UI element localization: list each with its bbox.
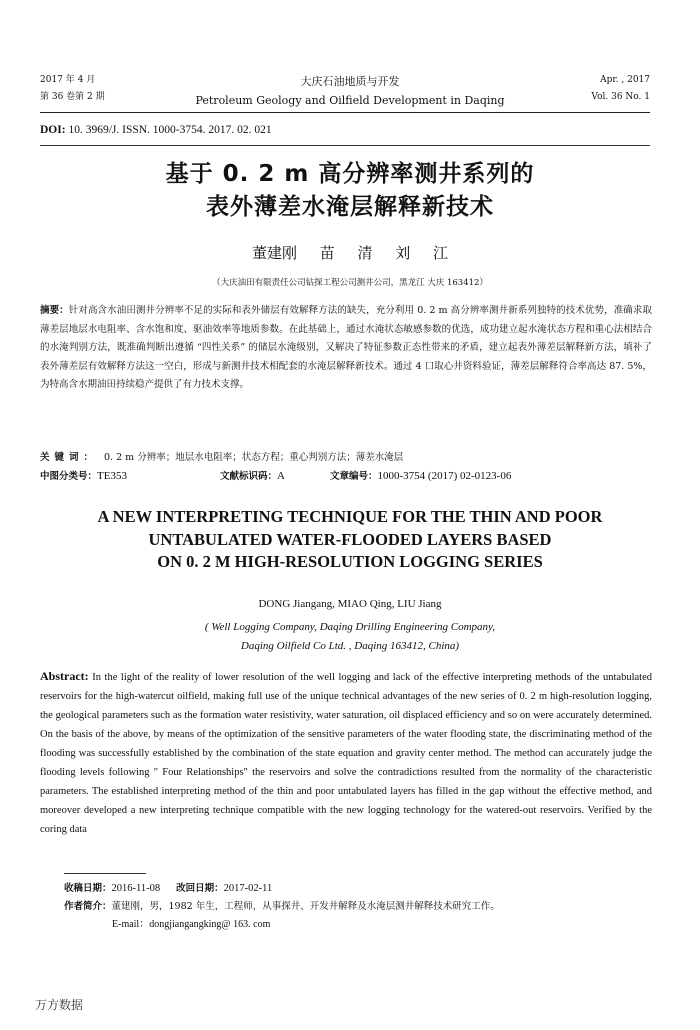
footnote-divider	[64, 873, 146, 874]
doi-value: 10. 3969/J. ISSN. 1000-3754. 2017. 02. 021	[68, 124, 272, 136]
header-vol-en: Vol. 36 No. 1	[591, 92, 650, 102]
clc-label: 中图分类号：	[40, 471, 98, 482]
keywords-cn	[40, 449, 652, 467]
doi-label: DOI	[40, 124, 62, 136]
abstract-cn-label: 摘要：	[40, 305, 69, 316]
watermark: 万方数据	[35, 998, 84, 1012]
author-email: E-mail：dongjiangangking@ 163. com	[112, 919, 271, 930]
header-divider	[40, 112, 650, 113]
keywords-cn-text: 0. 2 m 分辨率；地层水电阻率；状态方程；重心判别方法；薄差水淹层	[104, 452, 404, 463]
affiliation-cn: （大庆油田有限责任公司钻探工程公司测井公司，黑龙江 大庆 163412）	[212, 278, 488, 288]
doi-divider	[40, 145, 650, 146]
clc-value: TE353	[97, 470, 127, 482]
doc-code-value: A	[277, 470, 285, 482]
abstract-cn	[40, 302, 652, 395]
title-cn	[0, 158, 700, 224]
header-right	[591, 72, 650, 106]
author-bio-label: 作者简介：	[64, 901, 112, 912]
abstract-en-text: In the light of the reality of lower resolution of the well logging and lack of the effective interpreting methods of the untabulated reservoirs for the high-watercut oilfield, making full use of the unique technical advantages of the new series of 0. 2 m high-resolution logging, the geological parameters such as the formation water resistivity, water saturation, oil displaced efficiency and so on were accurately determined. On the basis of the above, by means of the optimization of the sensitive parameters of the water flooding state, the discriminating method of the flooding was successfully established by the combination of the state equation and gravity center method. The method can accurately judge the flooding levels following " Four Relationships" the reservoirs and solve the contradictions resulted from the normality of the characteristic parameters. The established interpreting method of the thin and poor untabulated layers has filled in the gap without the effective method, and moreover developed a new interpreting technique compatible with the new logging technology for the watered-out reservoirs. Verified by the coring data	[40, 672, 652, 835]
header-issue-cn: 第 36 卷第 2 期	[40, 92, 105, 102]
header-date-cn: 2017 年 4 月	[40, 75, 96, 85]
authors-en: DONG Jiangang, MIAO Qing, LIU Jiang	[258, 598, 442, 610]
abstract-en	[40, 667, 652, 839]
article-no-label: 文章编号：	[330, 471, 378, 482]
title-cn-line2: 表外薄差水淹层解释新技术	[206, 194, 494, 220]
title-en-line1: A NEW INTERPRETING TECHNIQUE FOR THE THIN AND POOR	[97, 507, 603, 526]
footnote-author	[64, 898, 654, 916]
title-en	[0, 506, 700, 574]
authors-cn: 董建刚 苗 清 刘 江	[251, 244, 449, 262]
doi-line: DOI: 10. 3969/J. ISSN. 1000-3754. 2017. 02. 021	[40, 124, 272, 136]
affiliation-en-line2: Daqing Oilfield Co Ltd. , Daqing 163412, China)	[240, 640, 460, 652]
title-en-line3: ON 0. 2 M HIGH-RESOLUTION LOGGING SERIES	[157, 552, 543, 571]
received-value: 2016-11-08	[111, 883, 161, 894]
abstract-en-label: Abstract:	[40, 669, 89, 683]
article-no-value: 1000-3754 (2017) 02-0123-06	[377, 470, 512, 482]
author-bio-text: 董建刚，男，1982 年生，工程师，从事探井、开发井解释及水淹层测井解释技术研究工作。	[111, 901, 500, 912]
revised-label: 改回日期：	[176, 883, 224, 894]
affiliation-en	[0, 618, 700, 656]
footnote	[64, 880, 654, 934]
affiliation-en-line1: ( Well Logging Company, Daqing Drilling Engineering Company,	[204, 621, 496, 633]
revised-value: 2017-02-11	[223, 883, 273, 894]
journal-name-en: Petroleum Geology and Oilfield Development in Daqing	[195, 94, 505, 107]
title-en-line2: UNTABULATED WATER-FLOODED LAYERS BASED	[148, 529, 552, 549]
header-date-en: Apr. , 2017	[600, 75, 650, 85]
title-cn-line1: 基于 0. 2 m 高分辨率测井系列的	[165, 161, 535, 187]
doc-code-label: 文献标识码：	[220, 471, 278, 482]
abstract-cn-text: 针对高含水油田测井分辨率不足的实际和表外储层有效解释方法的缺失，充分利用 0. 2 m 高分辨率测井新系列独特的技术优势，准确求取薄差层地层水电阻率、含水饱和度、驱油效率等地质参数。在此基础上，通过水淹状态敏感参数的优选，成功建立起水淹状态方程和重心法相结合的水淹判别方法，既准确判断出遵循 “四性关系” 的储层水淹级别，又解决了特征参数正态性带来的矛盾，建立起表外薄差层解释新方法，填补了表外薄差层有效解释方法这一空白，形成与新测井技术相配套的水淹层解释新技术。通过 4 口取心井资料验证，薄差层解释符合率高达 87. 5%，为特高含水期油田持续稳产提供了有力技术支撑。	[40, 305, 652, 390]
footnote-dates	[64, 880, 654, 898]
journal-name-cn: 大庆石油地质与开发	[300, 75, 400, 88]
keywords-cn-label: 关键词：	[40, 452, 99, 463]
received-label: 收稿日期：	[64, 883, 112, 894]
